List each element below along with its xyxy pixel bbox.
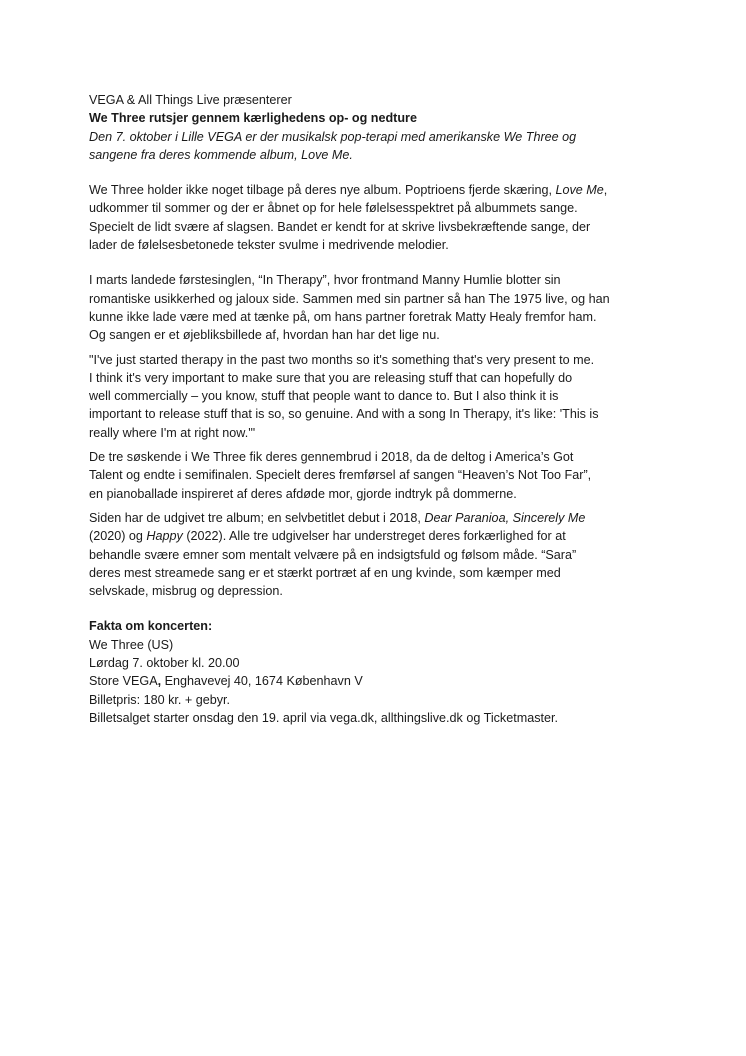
quote-line: "I've just started therapy in the past two months so it's something that's very present to me.	[89, 352, 595, 367]
lead-line: Den 7. oktober i Lille VEGA er der musikalsk pop-terapi med amerikanske We Three og	[89, 129, 577, 144]
body-line: romantiske usikkerhed og jaloux side. Sammen med sin partner så han The 1975 live, og han	[89, 291, 610, 306]
facts-date: Lørdag 7. oktober kl. 20.00	[89, 656, 240, 671]
album-title: Happy	[146, 529, 183, 544]
body-text: ,	[603, 183, 608, 198]
body-text: Siden har de udgivet tre album; en selvbetitlet debut i 2018,	[89, 510, 425, 525]
body-line	[89, 527, 669, 545]
quote-line: well commercially – you know, stuff that people want to dance to. But I also think it is	[89, 389, 559, 404]
facts-venue	[89, 672, 669, 690]
facts-artist: We Three (US)	[89, 637, 174, 652]
press-release	[89, 91, 669, 727]
facts-price: Billetpris: 180 kr. + gebyr.	[89, 692, 231, 707]
facts-ticket-sale: Billetsalget starter onsdag den 19. april via vega.dk, allthingslive.dk og Ticketmaster.	[89, 710, 559, 725]
venue-separator: ,	[157, 674, 162, 689]
body-text: We Three holder ikke noget tilbage på deres nye album. Poptrioens fjerde skæring,	[89, 183, 556, 198]
body-line: kunne ikke lade være med at tænke på, om hans partner foretrak Matty Healy fremfor ham.	[89, 309, 597, 324]
body-text: (2020) og	[89, 529, 147, 544]
spacer	[89, 600, 669, 617]
body-line: lader de følelsesbetonede tekster svulme i medrivende melodier.	[89, 238, 449, 253]
headline: We Three rutsjer gennem kærlighedens op- og nedture	[89, 111, 417, 126]
body-line: udkommer til sommer og der er åbnet op for hele følelsesspektret på albummets sange.	[89, 201, 578, 216]
body-line	[89, 509, 669, 527]
album-title: Dear Paranioa, Sincerely Me	[424, 510, 586, 525]
quote-line: important to release stuff that is so, so genuine. And with a song In Therapy, it's like: 'This is	[89, 407, 599, 422]
quote-line: really where I'm at right now.'"	[89, 425, 256, 440]
body-line: I marts landede førstesinglen, “In Therapy”, hvor frontmand Manny Humlie blotter sin	[89, 273, 561, 288]
body-line: Specielt de lidt svære af slagsen. Bandet er kendt for at skrive livsbekræftende sange, der	[89, 219, 591, 234]
quote-line: I think it's very important to make sure that you are releasing stuff that can hopefully do	[89, 370, 573, 385]
lead-line: sangene fra deres kommende album, Love Me.	[89, 147, 353, 162]
venue-address: Enghavevej 40, 1674 København V	[161, 674, 363, 689]
body-line: en pianoballade inspireret af deres afdøde mor, gjorde indtryk på dommerne.	[89, 486, 517, 501]
body-line: De tre søskende i We Three fik deres gennembrud i 2018, da de deltog i America’s Got	[89, 450, 574, 465]
body-line: Talent og endte i semifinalen. Specielt deres fremførsel af sangen “Heaven’s Not Too Far”,	[89, 468, 592, 483]
spacer	[89, 164, 669, 181]
body-line: Og sangen er et øjebliksbillede af, hvordan han har det lige nu.	[89, 328, 440, 343]
body-line: deres mest streamede sang er et stærkt portræt af en ung kvinde, som kæmper med	[89, 565, 561, 580]
body-line	[89, 181, 669, 199]
body-line: selvskade, misbrug og depression.	[89, 584, 283, 599]
presenter-line: VEGA & All Things Live præsenterer	[89, 93, 292, 107]
venue-name: Store VEGA	[89, 674, 158, 689]
spacer	[89, 254, 669, 271]
facts-title: Fakta om koncerten:	[89, 619, 213, 634]
body-line: behandle svære emner som mentalt velvære på en indsigtsfuld og følsom måde. “Sara”	[89, 547, 577, 562]
album-title: Love Me	[555, 183, 604, 198]
body-text: (2022). Alle tre udgivelser har understreget deres forkærlighed for at	[182, 529, 566, 544]
